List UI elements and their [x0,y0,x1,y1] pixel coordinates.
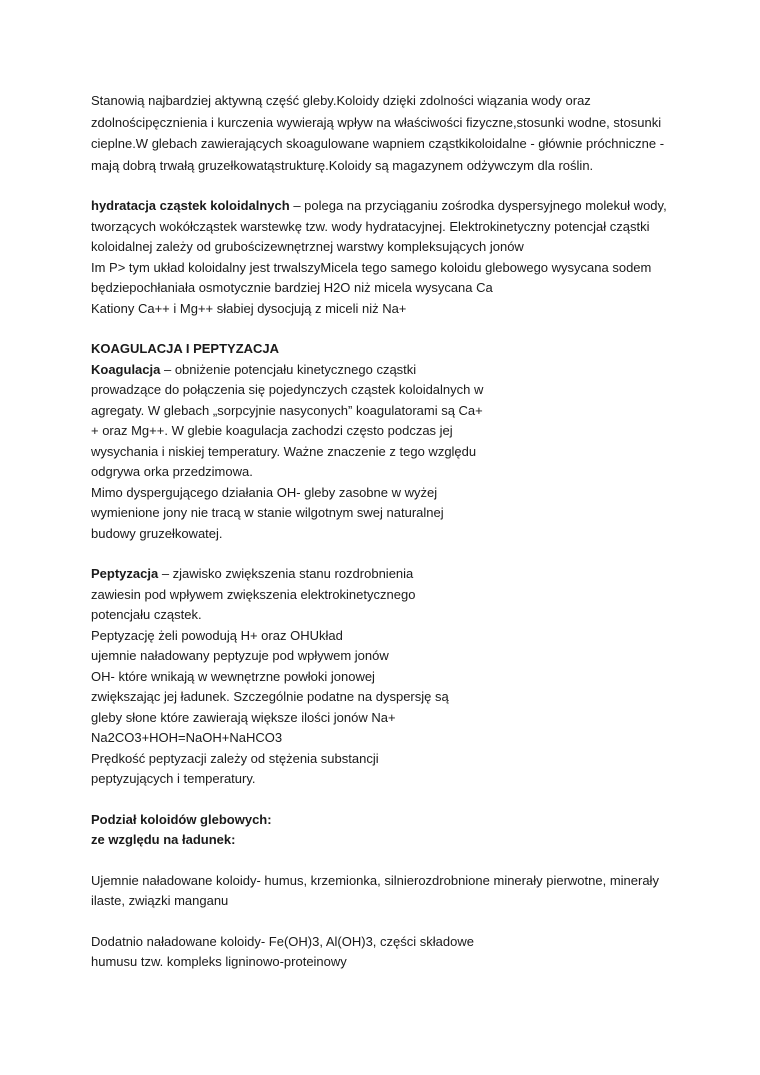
peptization-line: Na2CO3+HOH=NaOH+NaHCO3 [91,730,283,745]
peptization-line: ujemnie naładowany peptyzuje pod wpływem jonów [91,648,389,663]
positive-colloids-line: Dodatnio naładowane koloidy- Fe(OH)3, Al(OH)3, części składowe [91,933,474,949]
peptization-section [91,564,681,790]
coagulation-line: agregaty. W glebach „sorpcyjnie nasyconych” koagulatorami są Ca+ [91,402,483,418]
peptization-line: peptyzujących i temperatury. [91,771,256,786]
hydration-definition: – polega na przyciąganiu zośrodka dyspersyjnego molekuł wody, [289,198,667,213]
division-heading: Podział koloidów glebowych: [91,811,272,827]
peptization-line: gleby słone które zawierają większe ilości jonów Na+ [91,709,396,725]
hydration-term: hydratacja cząstek koloidalnych [91,198,290,213]
division-section [91,810,681,973]
peptization-line: Prędkość peptyzacji zależy od stężenia substancji [91,750,379,766]
peptization-line: Peptyzację żeli powodują H+ oraz OHUkład [91,627,343,643]
peptization-term: Peptyzacja [91,566,159,581]
intro-line: mają dobrą trwałą gruzełkowatąstrukturę.Koloidy są magazynem odżywczym dla roślin. [91,157,594,173]
coagulation-first-line [91,360,681,381]
hydration-line: będziepochłaniała osmotycznie bardziej H2O niż micela wysycana Ca [91,280,493,295]
peptization-line: zawiesin pod wpływem zwiększenia elektrokinetycznego [91,586,416,602]
document-page [91,90,681,973]
intro-line: Stanowią najbardziej aktywną część gleby.Koloidy dzięki zdolności wiązania wody oraz [91,93,591,108]
coagulation-line: prowadzące do połączenia się pojedynczych cząstek koloidalnych w [91,382,484,397]
hydration-line: Kationy Ca++ i Mg++ słabiej dysocjują z miceli niż Na+ [91,300,407,316]
peptization-line: OH- które wnikają w wewnętrzne powłoki jonowej [91,668,375,684]
section-heading: KOAGULACJA I PEPTYZACJA [91,341,280,356]
peptization-definition: – zjawisko zwiększenia stanu rozdrobnienia [158,566,414,581]
coagulation-line: wysychania i niskiej temperatury. Ważne znaczenie z tego względu [91,443,477,459]
negative-colloids-line: Ujemnie naładowane koloidy- humus, krzemionka, silnierozdrobnione minerały pierwotne, minerały [91,872,659,888]
coagulation-section [91,339,681,544]
hydration-line: tworzących wokółcząstek warstewkę tzw. wody hydratacyjnej. Elektrokinetyczny potencjał cząstki [91,218,650,234]
intro-line: cieplne.W glebach zawierających skoagulowane wapniem cząstkikoloidalne - głównie próchniczne - [91,136,665,151]
hydration-first-line [91,196,681,217]
intro-line: zdolnościpęcznienia i kurczenia wywierają wpływ na właściwości fizyczne,stosunki wodne, stosunki [91,114,662,130]
coagulation-line: Mimo dyspergującego działania OH- gleby zasobne w wyżej [91,484,438,500]
peptization-line: zwiększając jej ładunek. Szczególnie podatne na dyspersję są [91,689,449,704]
peptization-first-line [91,564,681,585]
negative-colloids-line: ilaste, związki manganu [91,893,229,908]
coagulation-line: wymienione jony nie tracą w stanie wilgotnym swej naturalnej [91,505,444,520]
hydration-line: koloidalnej zależy od grubościzewnętrznej warstwy kompleksujących jonów [91,239,524,254]
coagulation-line: + oraz Mg++. W glebie koagulacja zachodzi często podczas jej [91,423,453,438]
intro-paragraph [91,90,681,176]
coagulation-line: budowy gruzełkowatej. [91,525,223,541]
coagulation-line: odgrywa orka przedzimowa. [91,464,253,479]
peptization-line: potencjału cząstek. [91,607,202,622]
coagulation-definition: – obniżenie potencjału kinetycznego cząstki [160,361,417,377]
positive-colloids-line: humusu tzw. kompleks ligninowo-proteinowy [91,954,347,969]
negative-colloids-paragraph [91,871,681,912]
hydration-line: Im P> tym układ koloidalny jest trwalszyMicela tego samego koloidu glebowego wysycana sodem [91,259,652,275]
division-subheading: ze względu na ładunek: [91,832,236,847]
coagulation-term: Koagulacja [91,361,161,377]
positive-colloids-paragraph [91,932,681,973]
hydration-paragraph [91,196,681,319]
